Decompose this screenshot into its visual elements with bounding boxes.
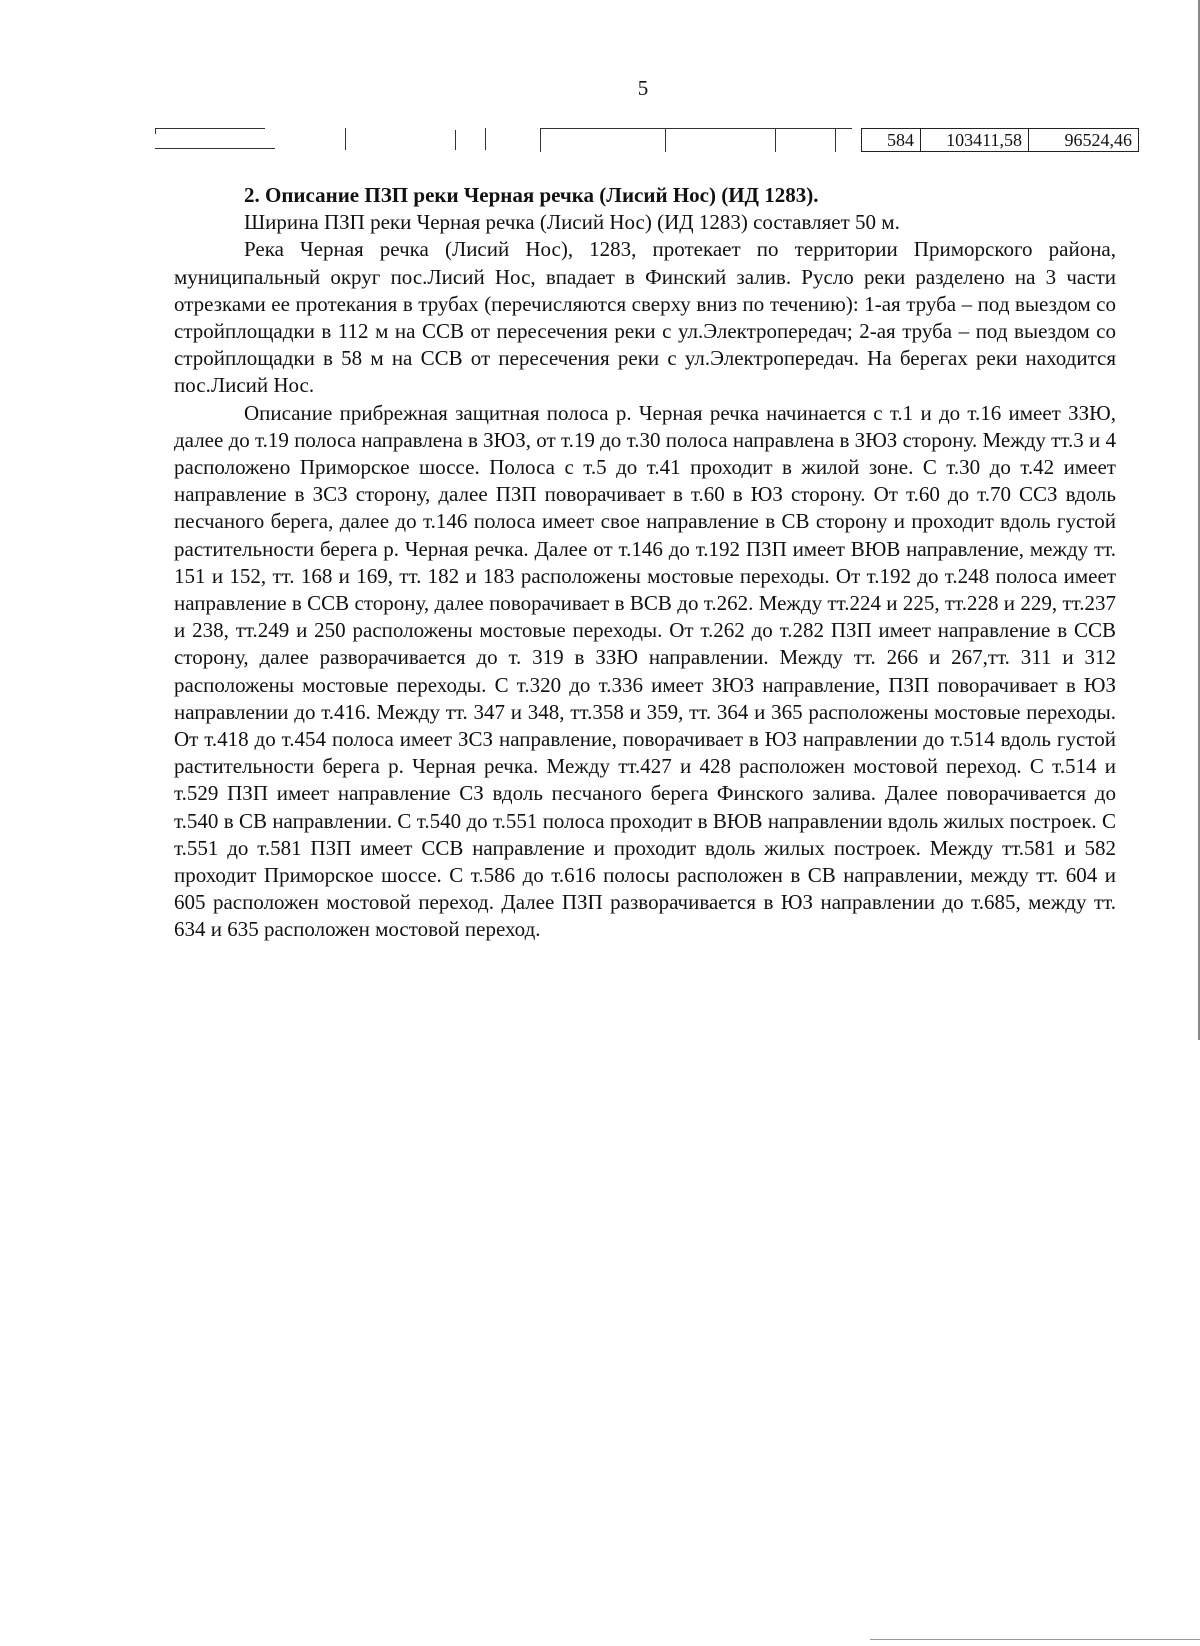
table-cell: 96524,46 — [1028, 129, 1138, 151]
page-number: 5 — [637, 76, 649, 100]
table-rule — [485, 128, 486, 150]
table-rule — [155, 128, 156, 134]
paragraph-width: Ширина ПЗП реки Черная речка (Лисий Нос) (ИД 1283) составляет 50 м. — [244, 210, 900, 235]
paragraph-river-description: Река Черная речка (Лисий Нос), 1283, протекает по территории Приморского района, муниципальный округ пос.Лисий Нос, впадает в Финский залив. Русло реки разделено на 3 части отрезками ее протекания в трубах (перечисляются сверху вниз по течению): 1-ая труба – под выездом со стройплощадки в 112 м на ССВ от пересечения реки с ул.Электропередач; 2-ая труба – под выездом со стройплощадки в 58 м на ССВ от пересечения реки с ул.Электропередач. На берегах реки находится пос.Лисий Нос. — [174, 237, 1116, 398]
section-heading: 2. Описание ПЗП реки Черная речка (Лисий Нос) (ИД 1283). — [244, 183, 819, 207]
table-cell: 103411,58 — [920, 129, 1028, 151]
table-rule — [835, 128, 836, 152]
table-rule — [775, 128, 776, 152]
table-fragment-row — [861, 128, 1139, 152]
section-body — [174, 182, 1116, 944]
table-rule — [540, 128, 852, 129]
table-rule — [155, 148, 275, 149]
table-cell: 584 — [887, 130, 914, 150]
paragraph-strip-description: Описание прибрежная защитная полоса р. Черная речка начинается с т.1 и до т.16 имеет ЗЗЮ, далее до т.19 полоса направлена в ЗЮЗ, от т.19 до т.30 полоса направлена в ЗЮЗ сторону. Между тт.3 и 4 расположено Приморское шоссе. Полоса с т.5 до т.41 проходит в жилой зоне. С т.30 до т.42 имеет направление в ЗСЗ сторону, далее ПЗП поворачивает в т.60 в ЮЗ сторону. От т.60 до т.70 ССЗ вдоль песчаного берега, далее до т.146 полоса имеет свое направление в СВ сторону и проходит вдоль густой растительности берега р. Черная речка. Далее от т.146 до т.192 ПЗП имеет ВЮВ направление, между тт. 151 и 152, тт. 168 и 169, тт. 182 и 183 расположены мостовые переходы. От т.192 до т.248 полоса имеет направление в ССВ сторону, далее поворачивает в ВСВ до т.262. Между тт.224 и 225, тт.228 и 229, тт.237 и 238, тт.249 и 250 расположены мостовые переходы. От т.262 до т.282 ПЗП имеет направление в ССВ сторону, далее разворачивается до т. 319 в ЗЗЮ направлении. Между тт. 266 и 267,тт. 311 и 312 расположены мостовые переходы. С т.320 до т.336 имеет ЗЮЗ направление, ПЗП поворачивает в ЮЗ направлении до т.416. Между тт. 347 и 348, тт.358 и 359, тт. 364 и 365 расположены мостовые переходы. От т.418 до т.454 полоса имеет ЗСЗ направление, поворачивает в ЮЗ направлении до т.514 вдоль густой растительности берега р. Черная речка. Между тт.427 и 428 расположен мостовой переход. С т.514 и т.529 ПЗП имеет направление СЗ вдоль песчаного берега Финского залива. Далее поворачивается до т.540 в СВ направлении. С т.540 до т.551 полоса проходит в ВЮВ направлении вдоль жилых построек. С т.551 до т.581 ПЗП имеет ССВ направление и проходит вдоль жилых построек. Между тт.581 и 582 проходит Приморское шоссе. С т.586 до т.616 полосы расположен в СВ направлении, между тт. 604 и 605 расположен мостовой переход. Далее ПЗП разворачивается в ЮЗ направлении до т.685, между тт. 634 и 635 расположен мостовой переход. — [174, 400, 1116, 942]
table-rule — [540, 128, 541, 152]
table-rule — [455, 130, 456, 150]
table-rule — [155, 128, 265, 129]
scan-bottom-line — [870, 1639, 1200, 1640]
table-rule — [345, 128, 346, 150]
table-fragment — [155, 128, 1132, 152]
table-rule — [665, 128, 666, 152]
